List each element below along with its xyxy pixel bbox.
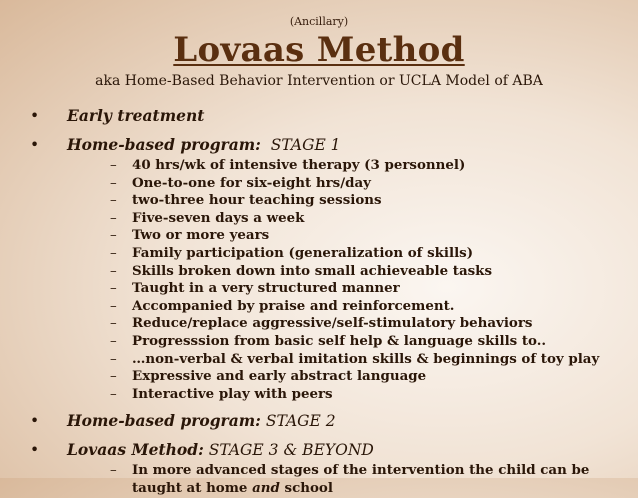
sub-item: – Skills broken down into small achieveable tasks [110,262,492,279]
sub-item: – In more advanced stages of the intervention the child can be taught at home and school [110,462,590,496]
dash-marker: – [110,175,117,191]
dash-marker: – [110,193,117,209]
sub-item: – Interactive play with peers [110,385,333,402]
sub-item: – Expressive and early abstract language [110,368,427,385]
dash-marker: – [110,298,117,314]
slide-title: Lovaas Method [173,30,465,70]
bullet-marker: • [30,412,40,431]
bullet-marker: • [30,107,40,125]
dash-marker: – [110,228,117,244]
bullet-stage-label: STAGE 2 [260,412,336,431]
bullet-marker: • [30,441,40,460]
stage-1-subitems [67,157,630,403]
dash-marker: – [110,210,117,226]
bullet-stage-3 [30,439,630,497]
bullet-stage-2 [30,410,630,432]
dash-marker: – [110,333,117,349]
dash-marker: – [110,245,117,261]
bullet-list [30,98,630,498]
dash-marker: – [110,316,117,332]
dash-marker: – [110,351,117,367]
dash-marker: – [110,386,117,402]
dash-marker: – [110,369,117,385]
bullet-heading: Lovaas Method: [67,440,204,460]
sub-item: – Five-seven days a week [110,209,305,226]
ancillary-label: (Ancillary) [289,15,349,28]
sub-item: – …non-verbal & verbal imitation skills & beginnings of toy play [110,350,600,367]
slide-subtitle: aka Home-Based Behavior Intervention or UCLA Model of ABA [95,73,543,89]
sub-item: – 40 hrs/wk of intensive therapy (3 personnel) [110,157,466,173]
dash-marker: – [110,281,117,297]
bullet-stage-label: STAGE 3 & BEYOND [203,441,374,460]
sub-item: – Accompanied by praise and reinforcement. [110,297,455,314]
sub-item: – Two or more years [110,227,270,244]
sub-item: – Progresssion from basic self help & language skills to.. [110,332,547,349]
sub-item: – two-three hour teaching sessions [110,192,382,209]
dash-marker: – [110,263,117,279]
bullet-stage-label: STAGE 1 [260,136,341,154]
sub-item: – Reduce/replace aggressive/self-stimulatory behaviors [110,315,533,332]
stage-3-subitems [67,462,630,497]
bullet-heading: Early treatment [67,106,205,125]
bullet-stage-1 [30,134,630,403]
bullet-marker: • [30,136,40,154]
sub-item: – One-to-one for six-eight hrs/day [110,174,371,191]
sub-item: – Taught in a very structured manner [110,280,400,297]
bullet-heading: Home-based program: [67,411,261,431]
bullet-early-treatment [30,105,630,127]
dash-marker: – [110,463,117,479]
dash-marker: – [110,158,117,173]
sub-item: – Family participation (generalization of skills) [110,244,474,261]
bullet-heading: Home-based program: [67,135,261,154]
emphasis-text: and [252,479,280,496]
